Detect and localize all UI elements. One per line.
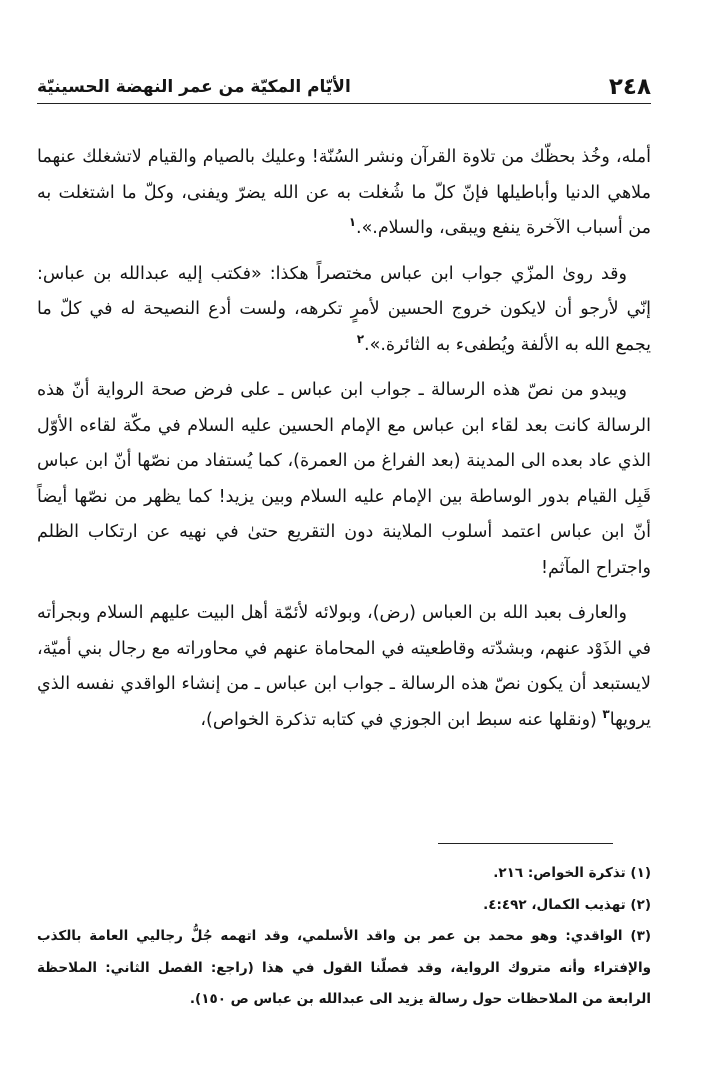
footnote-separator	[438, 843, 613, 844]
paragraph-text: والعارف بعبد الله بن العباس (رض)، وبولائه لأئمّة أهل البيت عليهم السلام وبجرأته في الذَوْد عنهم، وبشدّته وقاطعيته في المحاماة عنهم في محاوراته مع رجال بني أميّة، لايستبعد أن يكون نصّ هذه الرسالة ـ جواب ابن عباس ـ من إنشاء الواقدي نفسه الذي يرويها	[37, 603, 651, 730]
footnote-reference: ٢	[356, 331, 365, 346]
footnotes	[37, 858, 651, 1016]
footnote-reference: ٣	[602, 706, 610, 721]
paragraph-text: أمله، وخُذ بحظّك من تلاوة القرآن ونشر السُنّة! وعليك بالصيام والقيام لاتشغلك عنهما ملاهي الدنيا وأباطيلها فإنّ كلّ ما شُغلت به عن الله يضرّ ويفنى، وكلّ ما اشتغلت به من أسباب الآخرة ينفع ويبقى، والسلام.».	[37, 147, 651, 238]
paragraph-2	[37, 257, 651, 364]
paragraph-text-tail: (ونقلها عنه سبط ابن الجوزي في كتابه تذكرة الخواص)،	[200, 709, 603, 730]
footnote-2: (٢) تهذيب الكمال، ٤:٤٩٢.	[483, 896, 651, 913]
main-text	[37, 140, 651, 748]
header-rule	[37, 103, 651, 104]
paragraph-4	[37, 596, 651, 738]
footnote-1: (١) تذكرة الخواص: ٢١٦.	[493, 865, 651, 881]
paragraph-1	[37, 140, 651, 247]
page-number: ٢٤٨	[608, 74, 651, 100]
paragraph-text: ويبدو من نصّ هذه الرسالة ـ جواب ابن عباس ـ على فرض صحة الرواية أنّ هذه الرسالة كانت بعد لقاء ابن عباس مع الإمام الحسين عليه السلام في مكّة لقاءه الأوّل الذي عاد بعده الى المدينة (بعد الفراغ من العمرة)، كما يُستفاد من نصّها أنّ ابن عباس قَبِل القيام بدور الوساطة بين الإمام عليه السلام وبين يزيد! كما يظهر من نصّها أيضاً أنّ ابن عباس اعتمد أسلوب الملاينة دون التقريع حتىٰ في نهيه عن ارتكاب الظلم واجتراح المآثم!	[37, 380, 651, 578]
paragraph-3	[37, 373, 651, 586]
running-title: الأيّام المكيّة من عمر النهضة الحسينيّة	[37, 77, 351, 97]
running-header	[37, 72, 651, 102]
footnote-reference: ١	[348, 215, 357, 230]
footnote-3: (٣) الواقدي: وهو محمد بن عمر بن واقد الأسلمي، وقد اتهمه جُلُّ رجاليي العامة بالكذب والإفتراء وأنه متروك الرواية، وقد فصلّنا القول في هذا (راجع: الفصل الثاني: الملاحظة الرابعة من الملاحظات حول رسالة يزيد الى عبدالله بن عباس ص ١٥٠).	[37, 928, 651, 1007]
paragraph-text: وقد روىٰ المزّي جواب ابن عباس مختصراً هكذا: «فكتب إليه عبدالله بن عباس: إنّي لأرجو أن لايكون خروج الحسين لأمرٍ تكرهه، ولست أدع النصيحة له في كلّ ما يجمع الله به الألفة ويُطفىء به الثائرة.».	[37, 263, 651, 355]
